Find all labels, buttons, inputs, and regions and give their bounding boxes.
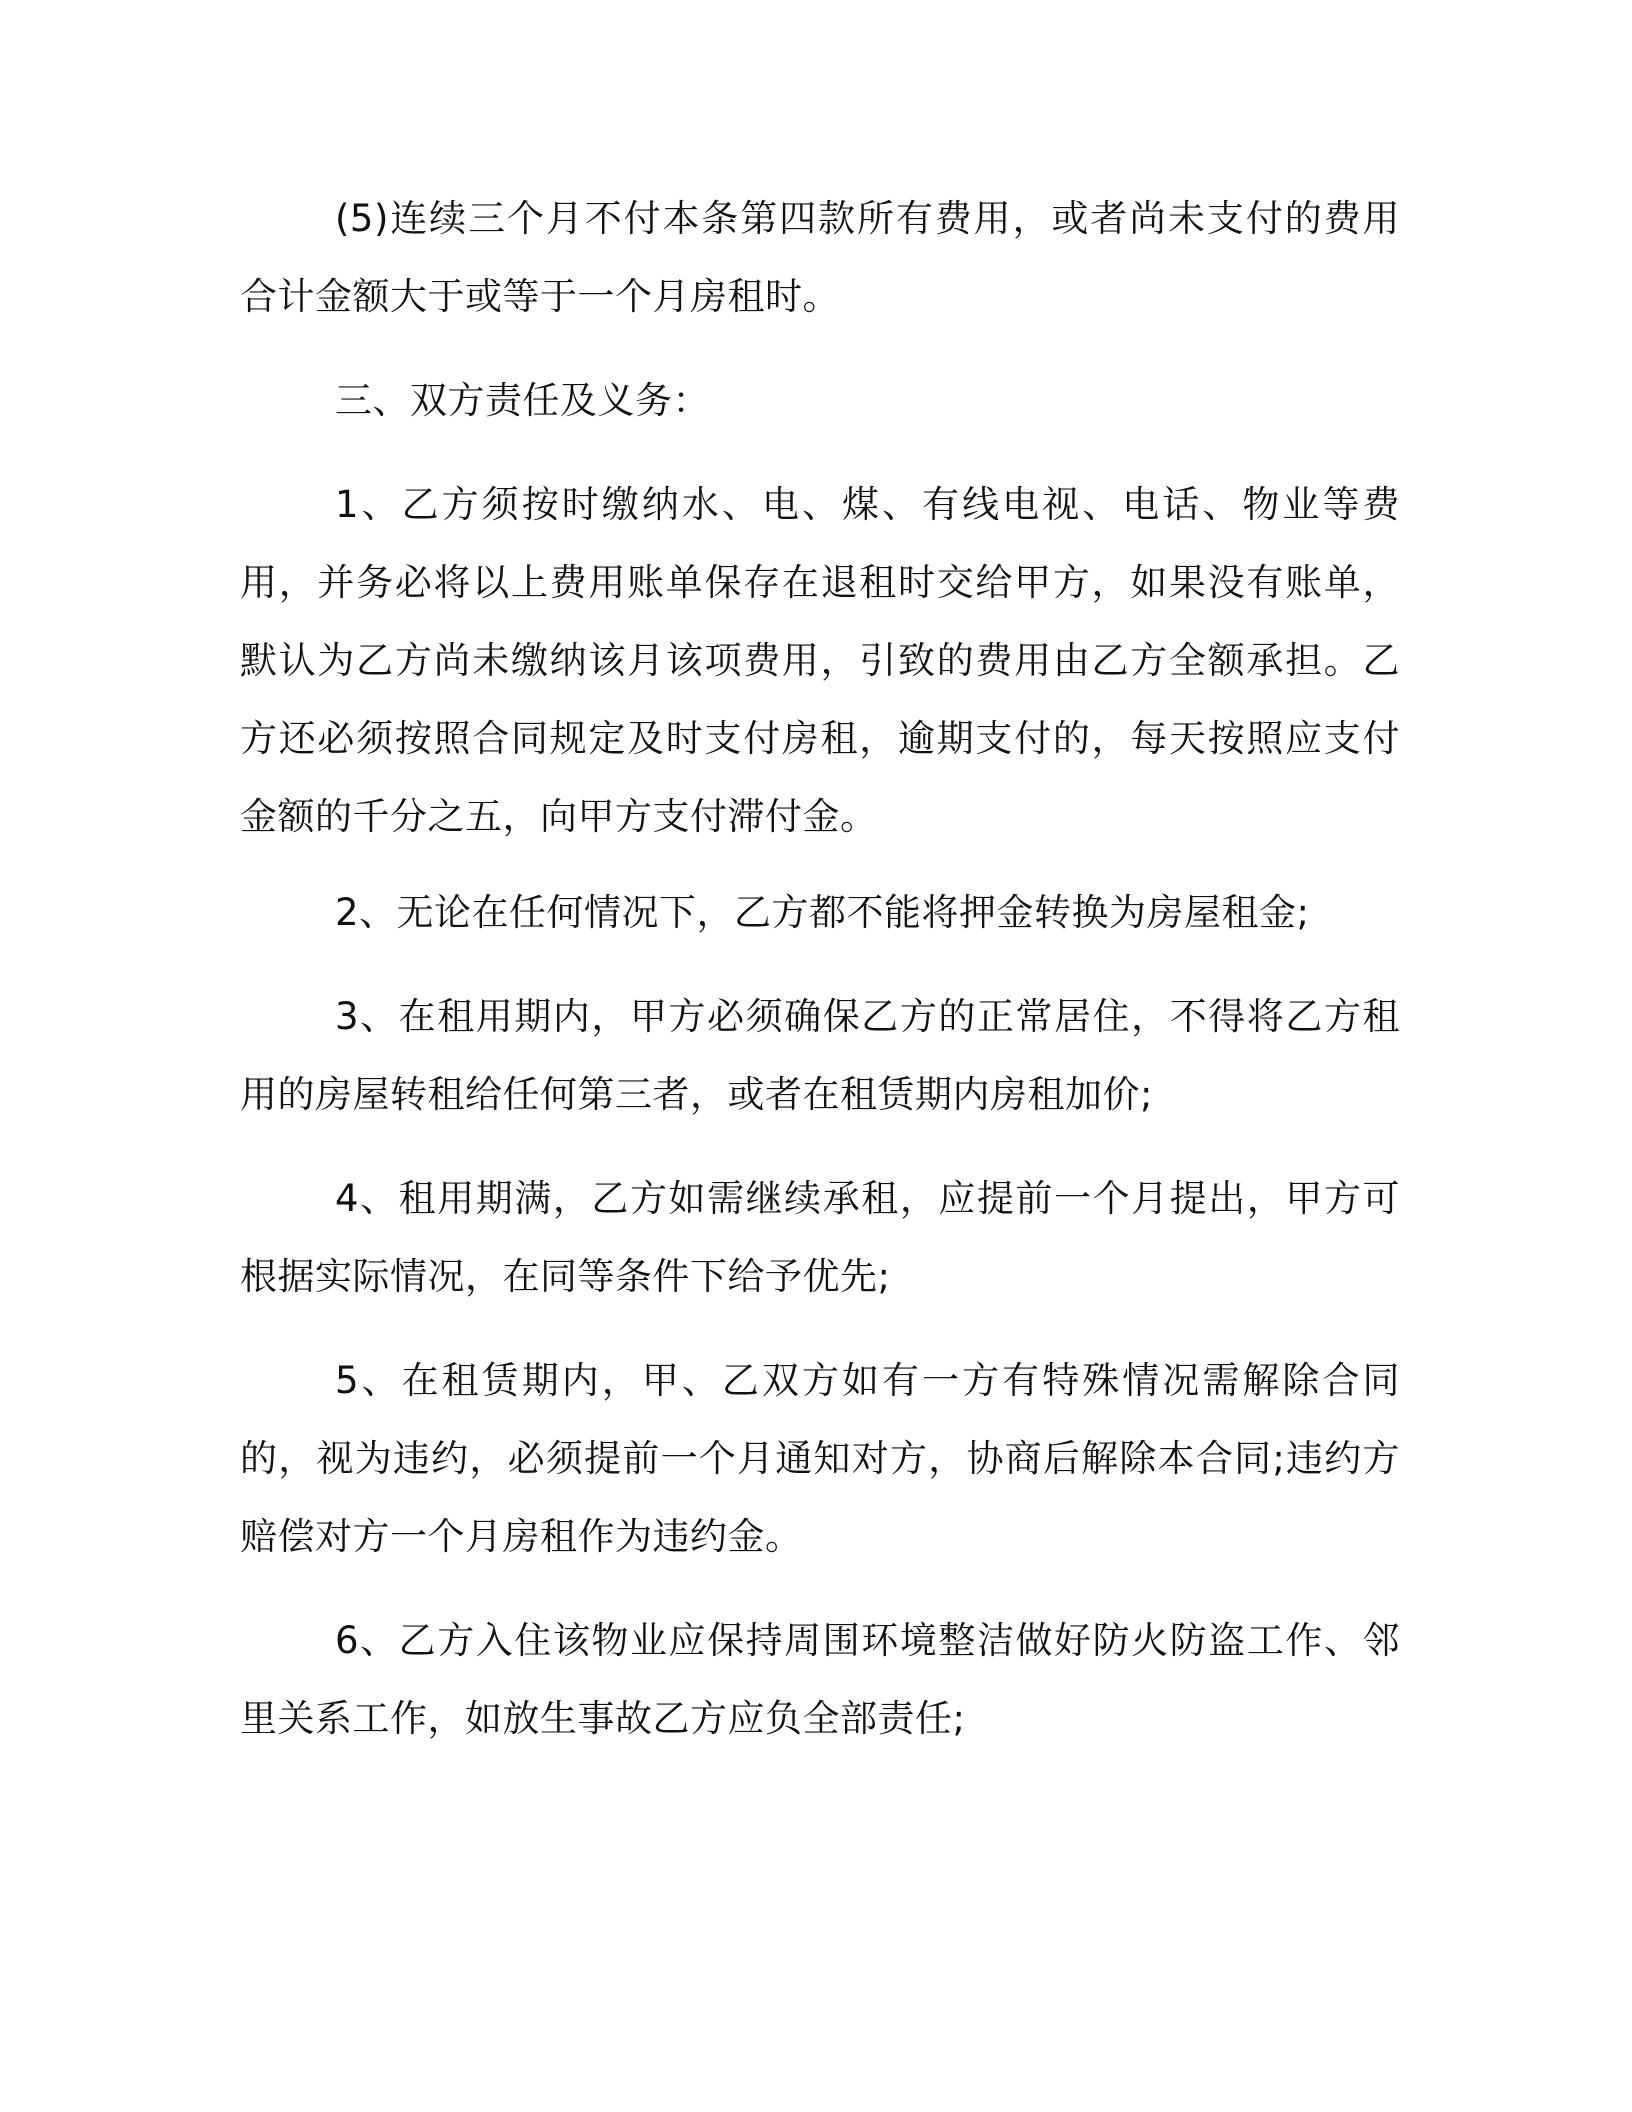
duty-2-deposit: 2、无论在任何情况下，乙方都不能将押金转换为房屋租金; bbox=[335, 891, 1310, 934]
section-heading-responsibilities: 三、双方责任及义务： bbox=[335, 379, 710, 422]
duty-6-environment-safety: 6、乙方入住该物业应保持周围环境整洁做好防火防盗工作、邻里关系工作，如放生事故乙方应负全部责任; bbox=[240, 1619, 1400, 1740]
clause-5-unpaid-fees: (5)连续三个月不付本条第四款所有费用，或者尚未支付的费用合计金额大于或等于一个月房租时。 bbox=[240, 197, 1400, 318]
duty-4-renewal: 4、租用期满，乙方如需继续承租，应提前一个月提出，甲方可根据实际情况，在同等条件下给予优先; bbox=[240, 1177, 1400, 1298]
duty-5-termination: 5、在租赁期内，甲、乙双方如有一方有特殊情况需解除合同的，视为违约，必须提前一个月通知对方，协商后解除本合同;违约方赔偿对方一个月房租作为违约金。 bbox=[240, 1359, 1400, 1558]
duty-1-utility-fees: 1、乙方须按时缴纳水、电、煤、有线电视、电话、物业等费用，并务必将以上费用账单保存在退租时交给甲方，如果没有账单，默认为乙方尚未缴纳该月该项费用，引致的费用由乙方全额承担。乙方还必须按照合同规定及时支付房租，逾期支付的，每天按照应支付金额的千分之五，向甲方支付滞付金。 bbox=[240, 483, 1400, 838]
duty-3-residence-guarantee: 3、在租用期内，甲方必须确保乙方的正常居住，不得将乙方租用的房屋转租给任何第三者，或者在租赁期内房租加价; bbox=[240, 995, 1400, 1116]
